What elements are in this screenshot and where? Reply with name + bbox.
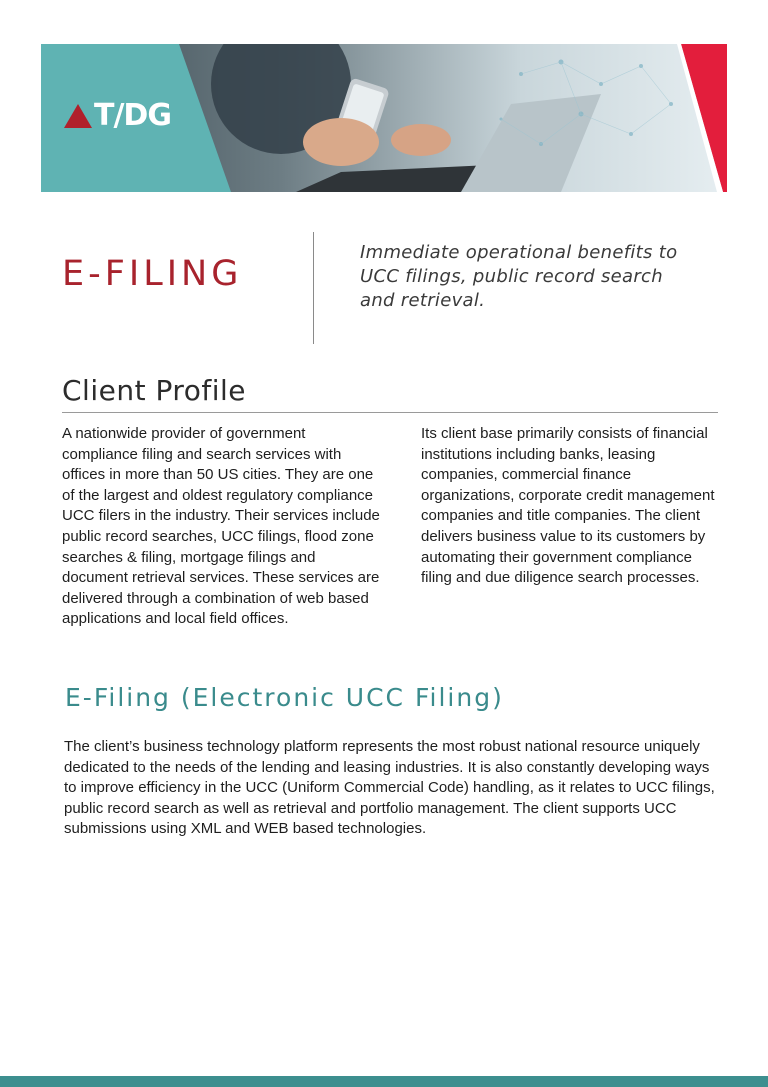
client-profile-left-paragraph: A nationwide provider of government compliance filing and search services with offices in more than 50 US cities. They are one of the largest and oldest regulatory compliance UCC filers in the industry. Their services include public record searches, UCC filings, flood zone searches & filing, mortgage filings and document retrieval services. These services are delivered through a combination of web based applications and local field offices. <box>62 425 380 628</box>
logo-triangle-icon <box>64 104 92 128</box>
client-profile-heading: Client Profile <box>62 374 247 407</box>
footer-bar <box>0 1076 768 1087</box>
section-divider <box>62 412 718 413</box>
tdg-logo <box>64 98 171 133</box>
title-divider <box>313 232 314 344</box>
efiling-paragraph: The client’s business technology platform represents the most robust national resource uniquely dedicated to the needs of the lending and leasing industries. It is also constantly developing ways to improve efficiency in the UCC (Uniform Commercial Code) handling, as it relates to UCC filings, public record search as well as retrieval and portfolio management. The client supports UCC submissions using XML and WEB based technologies. <box>64 738 715 838</box>
logo-text: T/DG <box>94 98 171 133</box>
client-profile-right-paragraph: Its client base primarily consists of financial institutions including banks, leasing companies, commercial finance organizations, corporate credit management companies and title companies. The client delivers business value to its customers by automating their government compliance filing and due diligence search processes. <box>421 425 715 587</box>
efiling-heading: E-Filing (Electronic UCC Filing) <box>65 683 504 712</box>
document-title: E-FILING <box>62 254 243 294</box>
tagline: Immediate operational benefits to UCC filings, public record search and retrieval. <box>360 242 678 311</box>
